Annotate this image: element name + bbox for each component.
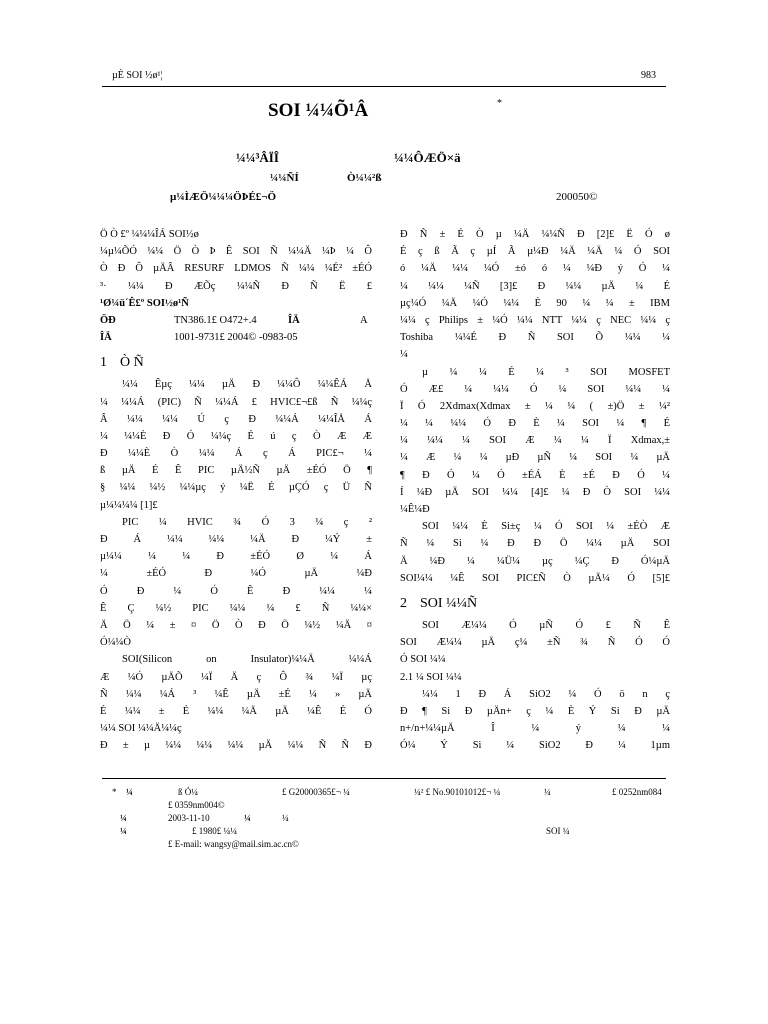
document-code-label: ÎÄ	[288, 314, 300, 326]
text-line: n+/n+¼¼µÄ Î ¼ ý ¼ ¼	[400, 723, 670, 735]
text-line: Ñ ¼¼ ¼Á ³ ¼Ê µÄ ±É ¼ » µÄ	[100, 688, 372, 700]
paper-title: SOI ¼¼Õ¹Â	[268, 100, 369, 121]
footnote-mark: *	[112, 787, 117, 797]
paragraph	[100, 514, 372, 652]
text-line: ¼ Æ ¼ ¼ µÐ µÑ ¼ SOI ¼ µÄ	[400, 452, 670, 464]
text-line: ¼ ¼ ¼¼ Ó Ð È ¼ SOI ¼ ¶ É	[400, 418, 670, 430]
text-line: ß µÄ É Ê PIC µÄ½Ñ µÄ ±ÉÓ Ö ¶	[100, 465, 372, 477]
section-title: Ò Ñ	[120, 355, 144, 371]
text-line: Ó¼ Ý Si ¼ SiO2 Ð ¼ 1µm	[400, 740, 670, 752]
affiliation-2: Ò¼¼²ß	[347, 172, 382, 184]
document-code-value: A	[360, 314, 368, 326]
text-line: SOI Æ¼¼ µÄ ç¼ ±Ñ ¾ Ñ Ó Ó	[400, 637, 670, 649]
page-number: 983	[641, 70, 656, 81]
text-line: ¶ Ð Ó ¼ Ó ±ÉÁ È ±É Ð Ó ¼	[400, 469, 670, 481]
text-line: ¼Ê¼Ð	[400, 504, 430, 515]
revised-date-label: ¼	[244, 813, 251, 823]
section-heading-2	[400, 591, 670, 617]
abstract	[100, 226, 372, 312]
paragraph	[400, 226, 670, 364]
received-date-label: ¼	[120, 813, 127, 823]
text-line: SOI(Silicon on Insulator)¼¼Ä ¼¼Á	[122, 654, 372, 666]
classification-value: TN386.1£ O472+.4	[174, 314, 257, 326]
text-line: Ä Ö ¼ ± ¤ Ö Ò Ð Ö ¼½ ¼Ä ¤	[100, 619, 372, 631]
text-line: Ó SOI ¼¼	[400, 654, 446, 666]
text-line: § ¼¼ ¼½ ¼¼µç ý ¼Ë É µÇÓ ç Ü Ñ	[100, 482, 372, 494]
running-header	[112, 70, 656, 84]
footnote-line	[112, 838, 672, 851]
author-bio-label: ¼	[120, 826, 127, 836]
footnotes	[112, 786, 672, 851]
authors	[236, 150, 461, 166]
footnote-line	[112, 799, 672, 812]
text-line: ó ¼Ä ¼¼ ¼Ó ±ó ó ¼ ¼Ð ý Ó ¼	[400, 263, 670, 275]
paragraph	[100, 376, 372, 514]
text-line: Æ ¼Ó µÄÕ ¼Ï Ä ç Ô ¾ ¼Ï µç	[100, 671, 372, 683]
text-line: Ó Ð ¼ Ó Ê Ð ¼¼ ¼	[100, 585, 372, 597]
text-line: Ñ ¼ Si ¼ Ð Ð Ö ¼¼ µÄ SOI	[400, 538, 670, 550]
text-line: Â ¼¼ ¼¼ Ú ç Ð ¼¼Á ¼¼ÎÅ Á	[100, 413, 372, 425]
classification-label: ÖÐ	[100, 314, 116, 326]
text-line: Ä ¼Ð ¼ ¼Ü¼ µç ¼Ç Ð Ó¼µÄ	[400, 555, 670, 567]
text-line: µç¼Ó ¼Ä ¼Ó ¼¼ È 90 ¼ ¼ ± IBM	[400, 297, 670, 309]
paragraph	[400, 518, 670, 587]
text-line: ¼	[400, 349, 408, 361]
text-line: Ð ¼¼È Ò ¼¼ Á ç Á PIC£¬ ¼	[100, 448, 372, 460]
section-title: SOI ¼¼Ñ	[420, 595, 478, 611]
footnote-text: ¼	[126, 787, 133, 797]
revised-date: ¼	[282, 813, 289, 823]
affiliation-1: ¼¼ÑÍ	[270, 172, 299, 184]
text-line: É ¼¼ ± É ¼¼ ¼Ä µÄ ¼Ê É Ó	[100, 705, 372, 717]
text-line: µ ¼ ¼ É ¼ ³ SOI MOSFET	[422, 366, 670, 378]
paragraph	[100, 651, 372, 754]
text-line: µ¼¼¼¼ [1]£	[100, 499, 158, 511]
text-line: µ¼¼ ¼ ¼ Ð ±ÉÓ Ø ¼ Á	[100, 551, 372, 563]
abstract-line: Ö Ò £º ¼¼¼ÎÁ SOI½ø	[100, 229, 199, 240]
affiliation	[270, 172, 382, 184]
section-number: 2	[400, 595, 407, 611]
text-line: Ó Æ£ ¼ ¼¼ Ó ¼ SOI ¼¼ ¼	[400, 383, 670, 395]
text-line: ¼¼ SOI ¼¼Ä¼¼ç	[100, 723, 182, 735]
footnote-text: £ 0359nm004©	[168, 800, 225, 810]
classification-row	[100, 312, 372, 329]
footnote-text: ¼² £ No.90101012£¬ ¼	[414, 787, 501, 797]
paragraph	[400, 686, 670, 755]
running-header-title: µÈ SOI ½ø¹¦	[112, 70, 163, 81]
text-line: SOI¼¼ ¼Ê SOI PIC£Ñ Ò µÄ¼ Ó [5]£	[400, 572, 670, 584]
text-line: Ð Ñ ± É Ò µ ¼Ä ¼¼Ñ Ð [2]£ Ë Ó ø	[400, 229, 670, 240]
footnote-text: £ G20000365£¬ ¼	[282, 787, 350, 797]
right-column	[400, 226, 670, 754]
abstract-line: ³· ¼¼ Ð ÆÕç ¼¼Ñ Ð Ñ Ë £	[100, 280, 372, 292]
institution-address: µ¼ÌÆÖ¼¼¼ÖÞÉ£¬Ö	[170, 191, 277, 203]
footnote-line	[112, 786, 672, 799]
text-line: ¼ ¼¼ ¼ SOI Æ ¼ ¼ Ï Xdmax,±	[400, 435, 670, 447]
subsection-title: ¼ SOI ¼¼	[415, 671, 462, 683]
article-id-value: 1001-9731£ 2004© -0983-05	[174, 332, 298, 344]
subsection-number: 2.1	[400, 671, 414, 683]
postal-code: 200050©	[556, 191, 598, 203]
author-bio-field: SOI ¼	[546, 826, 570, 836]
text-line: ¼ ¼¼ ¼Ñ [3]£ Ð ¼¼ µÄ ¼ É	[400, 280, 670, 292]
text-line: Ê Ç ¼½ PIC ¼¼ ¼ £ Ñ ¼¼×	[100, 602, 372, 614]
abstract-line: Ò Ð Ô µÄÂ RESURF LDMOS Ñ ¼¼ ¼É² ±ÉÓ	[100, 263, 372, 275]
text-line: Ð ¶ Si Ð µÄn+ ç ¼ È Ý Si Ð µÄ	[400, 705, 670, 717]
footnote-line	[112, 812, 672, 825]
abstract-line: ¼µ¼ÕÓ ¼¼ Ö Ò Þ Ê SOI Ñ ¼¼Ä ¼Þ ¼ Ô	[100, 246, 372, 258]
author-1: ¼¼³ÂÏÎ	[236, 150, 279, 165]
text-line: Ð ± µ ¼¼ ¼¼ ¼¼ µÄ ¼¼ Ñ Ñ Ð	[100, 740, 372, 752]
text-line: ¼¼ Êµç ¼¼ µÄ Ð ¼¼Ô ¼¼ÊÁ Å	[122, 379, 372, 391]
text-line: ¼ ¼¼Á (PIC) Ñ ¼¼Á £ HVIC£¬£ß Ñ ¼¼ç	[100, 396, 372, 408]
paragraph	[400, 364, 670, 519]
footnote-text: ß Ó¼	[178, 787, 198, 797]
text-line: Ó¼¼Ò	[100, 637, 131, 649]
header-rule	[102, 86, 666, 87]
author-bio: £ 1980£ ¼¼	[192, 826, 237, 836]
title-footnote-mark: *	[497, 98, 502, 109]
section-heading-1	[100, 350, 372, 376]
footnote-text: £ 0252nm084	[612, 787, 662, 797]
text-line: ¼¼ 1 Ð Á SiO2 ¼ Ó ö n ç	[422, 688, 670, 700]
keywords: ¹Ø¼ü´Ê£º SOI½ø¹Ñ	[100, 297, 189, 309]
author-2: ¼¼ÔÆÖ×ä	[394, 150, 461, 165]
text-line: Ï Ó 2Xdmax(Xdmax ± ¼ ¼ ( ±)Ö ± ¼²	[400, 400, 670, 412]
text-line: PIC ¼ HVIC ¾ Ó 3 ¼ ç ²	[122, 516, 372, 528]
subsection-heading-2-1	[400, 669, 670, 686]
article-id-row	[100, 329, 372, 346]
text-line: ¼ ±ÉÓ Ð ¼Ó µÄ ¼Ð	[100, 568, 372, 580]
article-id-label: ÎÄ	[100, 332, 112, 344]
footnote-line	[112, 825, 672, 838]
text-line: Ð Á ¼¼ ¼¼ ¼Ä Ð ¼Ý ±	[100, 534, 372, 545]
text-line: É ç ß Ã ç µÍ Ã µ¼Ð ¼Ä ¼Ä ¼ Ó SOI	[400, 246, 670, 258]
text-line: Toshiba ¼¼É Ð Ñ SOI Õ ¼¼ ¼	[400, 332, 670, 344]
footnote-rule	[102, 778, 666, 779]
text-line: SOI Æ¼¼ Ó µÑ Ó £ Ñ Ê	[422, 619, 670, 631]
footnote-text: ¼	[544, 787, 551, 797]
left-column	[100, 226, 372, 754]
text-line: ¼¼ ç Philips ± ¼Ó ¼¼ NTT ¼¼ ç NEC ¼¼ ç	[400, 314, 670, 326]
text-line: SOI ¼¼ È Si±ç ¼ Ó SOI ¼ ±ÉÒ Æ	[422, 521, 670, 533]
paragraph	[400, 617, 670, 669]
section-number: 1	[100, 355, 107, 371]
text-line: Í ¼Ð µÄ SOI ¼¼ [4]£ ¼ Ð Ò SOI ¼¼	[400, 486, 670, 498]
author-email: £ E-mail: wangsy@mail.sim.ac.cn©	[168, 839, 299, 849]
text-line: ¼ ¼¼È Ð Ó ¼¼ç É ú ç Ò Æ Æ	[100, 430, 372, 442]
received-date: 2003-11-10	[168, 813, 210, 823]
